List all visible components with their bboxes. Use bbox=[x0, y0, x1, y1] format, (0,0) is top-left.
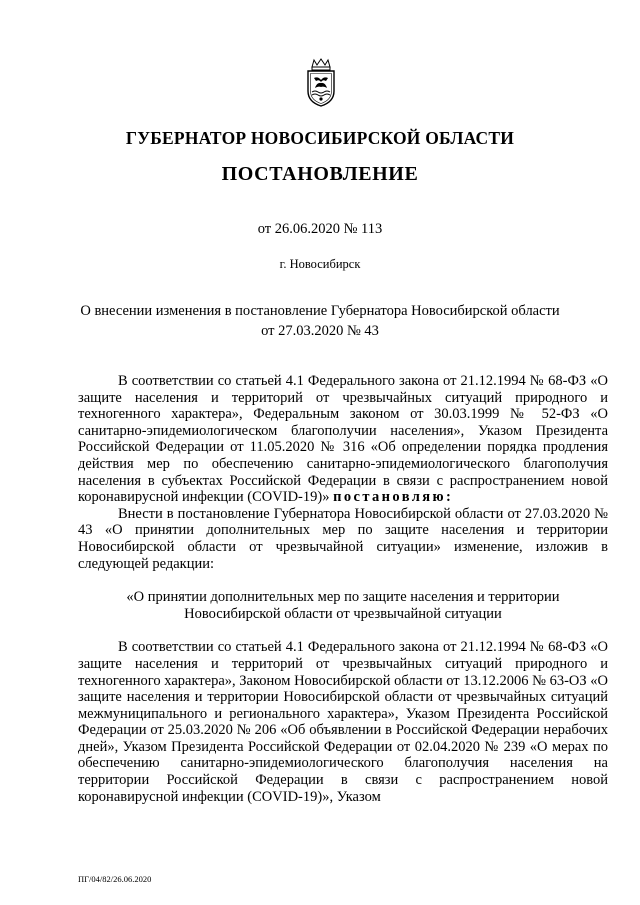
document-body bbox=[78, 373, 608, 805]
amendment-paragraph: Внести в постановление Губернатора Новосибирской области от 27.03.2020 № 43 «О принятии дополнительных мер по защите населения и территории Новосибирской области от чрезвычайной ситуации» изменение, изложив в следующей редакции: bbox=[78, 505, 608, 572]
date-and-number: от 26.06.2020 № 113 bbox=[257, 221, 383, 237]
spacer bbox=[78, 622, 608, 639]
issuing-authority: ГУБЕРНАТОР НОВОСИБИРСКОЙ ОБЛАСТИ bbox=[125, 128, 515, 148]
document-subject bbox=[70, 302, 570, 341]
footer-code: ПГ/04/82/26.06.2020 bbox=[78, 874, 152, 884]
spacer bbox=[78, 572, 608, 589]
subject-line-2: от 27.03.2020 № 43 bbox=[261, 322, 379, 339]
new-title-line-2: Новосибирской области от чрезвычайной ситуации bbox=[184, 605, 502, 622]
subject-line-1: О внесении изменения в постановление Губернатора Новосибирской области bbox=[80, 303, 560, 319]
decree-word: постановляю: bbox=[333, 489, 454, 506]
preamble-text: В соответствии со статьей 4.1 Федерального закона от 21.12.1994 № 68-ФЗ «О защите населения и территорий от чрезвычайных ситуаций природного и техногенного характера», Федеральным законом от 30.03.1999 № 52-ФЗ «О санитарно-эпидемиологическом благополучии населения», Указом Президента Российской Федерации от 11.05.2020 № 316 «Об определении порядка продления действия мер по обеспечению санитарно-эпидемиологического благополучия населения в субъектах Российской Федерации в связи с распространением новой коронавирусной инфекции (COVID-19)» bbox=[78, 373, 608, 506]
coat-of-arms-icon bbox=[304, 58, 338, 108]
new-title-line-1: «О принятии дополнительных мер по защите населения и территории bbox=[126, 589, 560, 606]
new-preamble-paragraph: В соответствии со статьей 4.1 Федерального закона от 21.12.1994 № 68-ФЗ «О защите населения и территорий от чрезвычайных ситуаций природного и техногенного характера», Законом Новосибирской области от 13.12.2006 № 63-ОЗ «О защите населения и территории Новосибирской области от чрезвычайных ситуаций межмуниципального и регионального характера», Указом Президента Российской Федерации от 25.03.2020 № 206 «Об объявлении в Российской Федерации нерабочих дней», Указом Президента Российской Федерации от 02.04.2020 № 239 «О мерах по обеспечению санитарно-эпидемиологического благополучия населения на территории Российской Федерации в связи с распространением новой коронавирусной инфекции (COVID-19)», Указом bbox=[78, 639, 608, 805]
document-type: ПОСТАНОВЛЕНИЕ bbox=[221, 163, 419, 185]
city: г. Новосибирск bbox=[279, 257, 361, 271]
preamble-paragraph bbox=[78, 373, 608, 506]
